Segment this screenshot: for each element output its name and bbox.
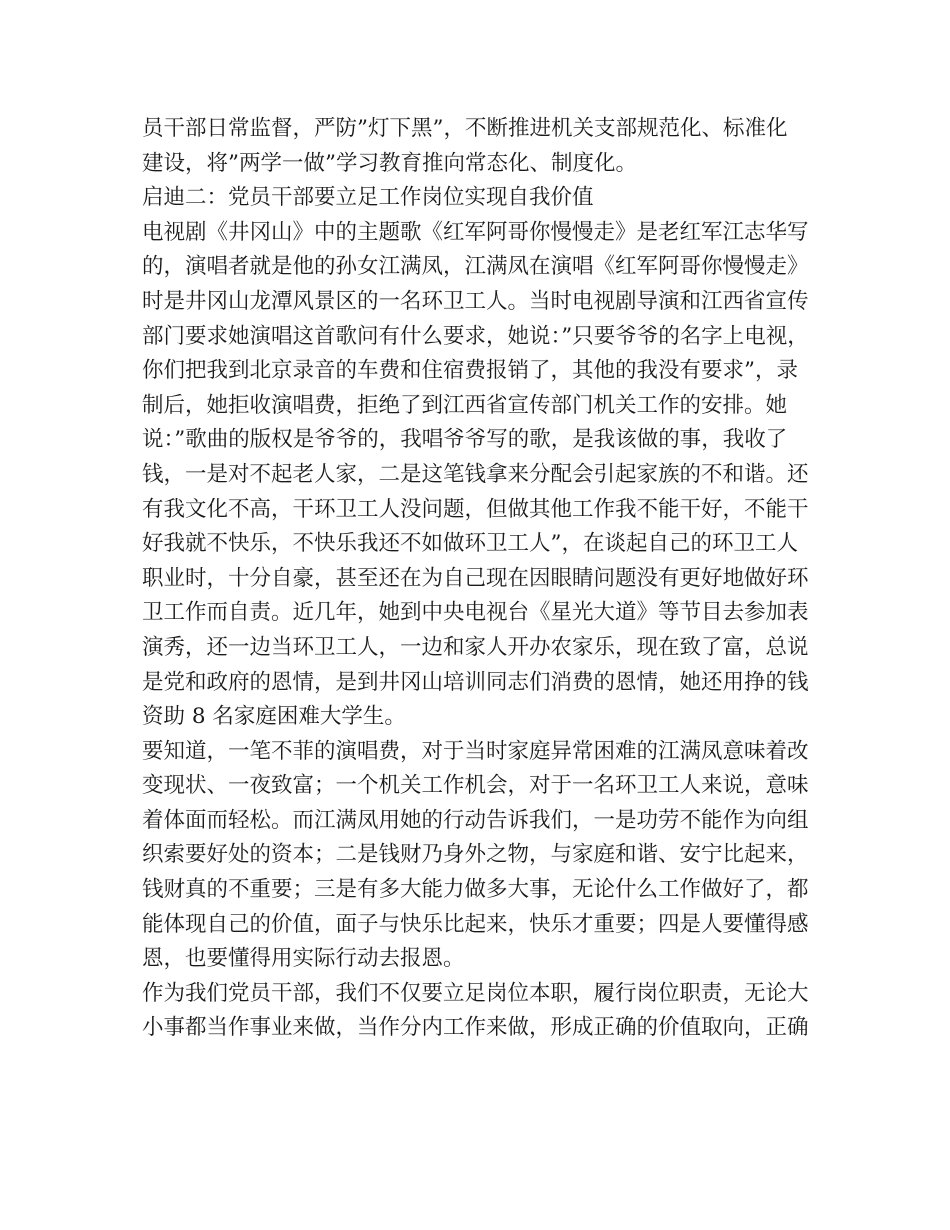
text-line: 员干部日常监督，严防”灯下黑”，不断推进机关支部规范化、标准化 <box>142 116 788 141</box>
text-line: 钱财真的不重要；三是有多大能力做多大事，无论什么工作做好了，都 <box>142 877 809 903</box>
text-line: 织索要好处的资本；二是钱财乃身外之物，与家庭和谐、安宁比起来， <box>142 842 809 868</box>
text-line: 好我就不快乐，不快乐我还不如做环卫工人”，在谈起自己的环卫工人 <box>142 531 798 557</box>
text-line: 建设，将”两学一做”学习教育推向常态化、制度化。 <box>142 150 637 176</box>
text-line: 要知道，一笔不菲的演唱费，对于当时家庭异常困难的江满凤意味着改 <box>142 738 809 764</box>
text-line: 钱，一是对不起老人家，二是这笔钱拿来分配会引起家族的不和谐。还 <box>142 461 809 487</box>
section-heading: 启迪二：党员干部要立足工作岗位实现自我价值 <box>142 185 594 211</box>
text-line: 你们把我到北京录音的车费和住宿费报销了，其他的我没有要求”，录 <box>142 358 798 384</box>
text-line: 的，演唱者就是他的孙女江满凤，江满凤在演唱《红军阿哥你慢慢走》 <box>142 254 809 280</box>
text-line: 卫工作而自责。近几年，她到中央电视台《星光大道》等节目去参加表 <box>142 600 809 626</box>
text-line: 变现状、一夜致富；一个机关工作机会，对于一名环卫工人来说，意味 <box>142 773 809 799</box>
text-line: 能体现自己的价值，面子与快乐比起来，快乐才重要；四是人要懂得感 <box>142 911 809 937</box>
text-line: 作为我们党员干部，我们不仅要立足岗位本职，履行岗位职责，无论大 <box>142 980 809 1006</box>
text-line: 制后，她拒收演唱费，拒绝了到江西省宣传部门机关工作的安排。她 <box>142 392 788 418</box>
text-line: 说：”歌曲的版权是爷爷的，我唱爷爷写的歌，是我该做的事，我收了 <box>142 427 788 453</box>
text-line: 部门要求她演唱这首歌问有什么要求，她说：”只要爷爷的名字上电视， <box>142 323 809 349</box>
text-line: 恩，也要懂得用实际行动去报恩。 <box>142 946 465 972</box>
text-line: 时是井冈山龙潭风景区的一名环卫工人。当时电视剧导演和江西省宣传 <box>142 288 809 314</box>
text-line: 职业时，十分自豪，甚至还在为自己现在因眼睛问题没有更好地做好环 <box>142 565 809 591</box>
text-line: 着体面而轻松。而江满凤用她的行动告诉我们，一是功劳不能作为向组 <box>142 807 809 833</box>
text-line: 是党和政府的恩情，是到井冈山培训同志们消费的恩情，她还用挣的钱 <box>142 669 809 695</box>
text-line: 资助 8 名家庭困难大学生。 <box>142 704 406 730</box>
text-line: 小事都当作事业来做，当作分内工作来做，形成正确的价值取向，正确 <box>142 1015 809 1041</box>
text-line: 有我文化不高，干环卫工人没问题，但做其他工作我不能干好，不能干 <box>142 496 809 522</box>
text-line: 电视剧《井冈山》中的主题歌《红军阿哥你慢慢走》是老红军江志华写 <box>142 219 809 245</box>
text-line: 演秀，还一边当环卫工人，一边和家人开办农家乐，现在致了富，总说 <box>142 634 809 660</box>
body-text <box>142 112 832 1046</box>
